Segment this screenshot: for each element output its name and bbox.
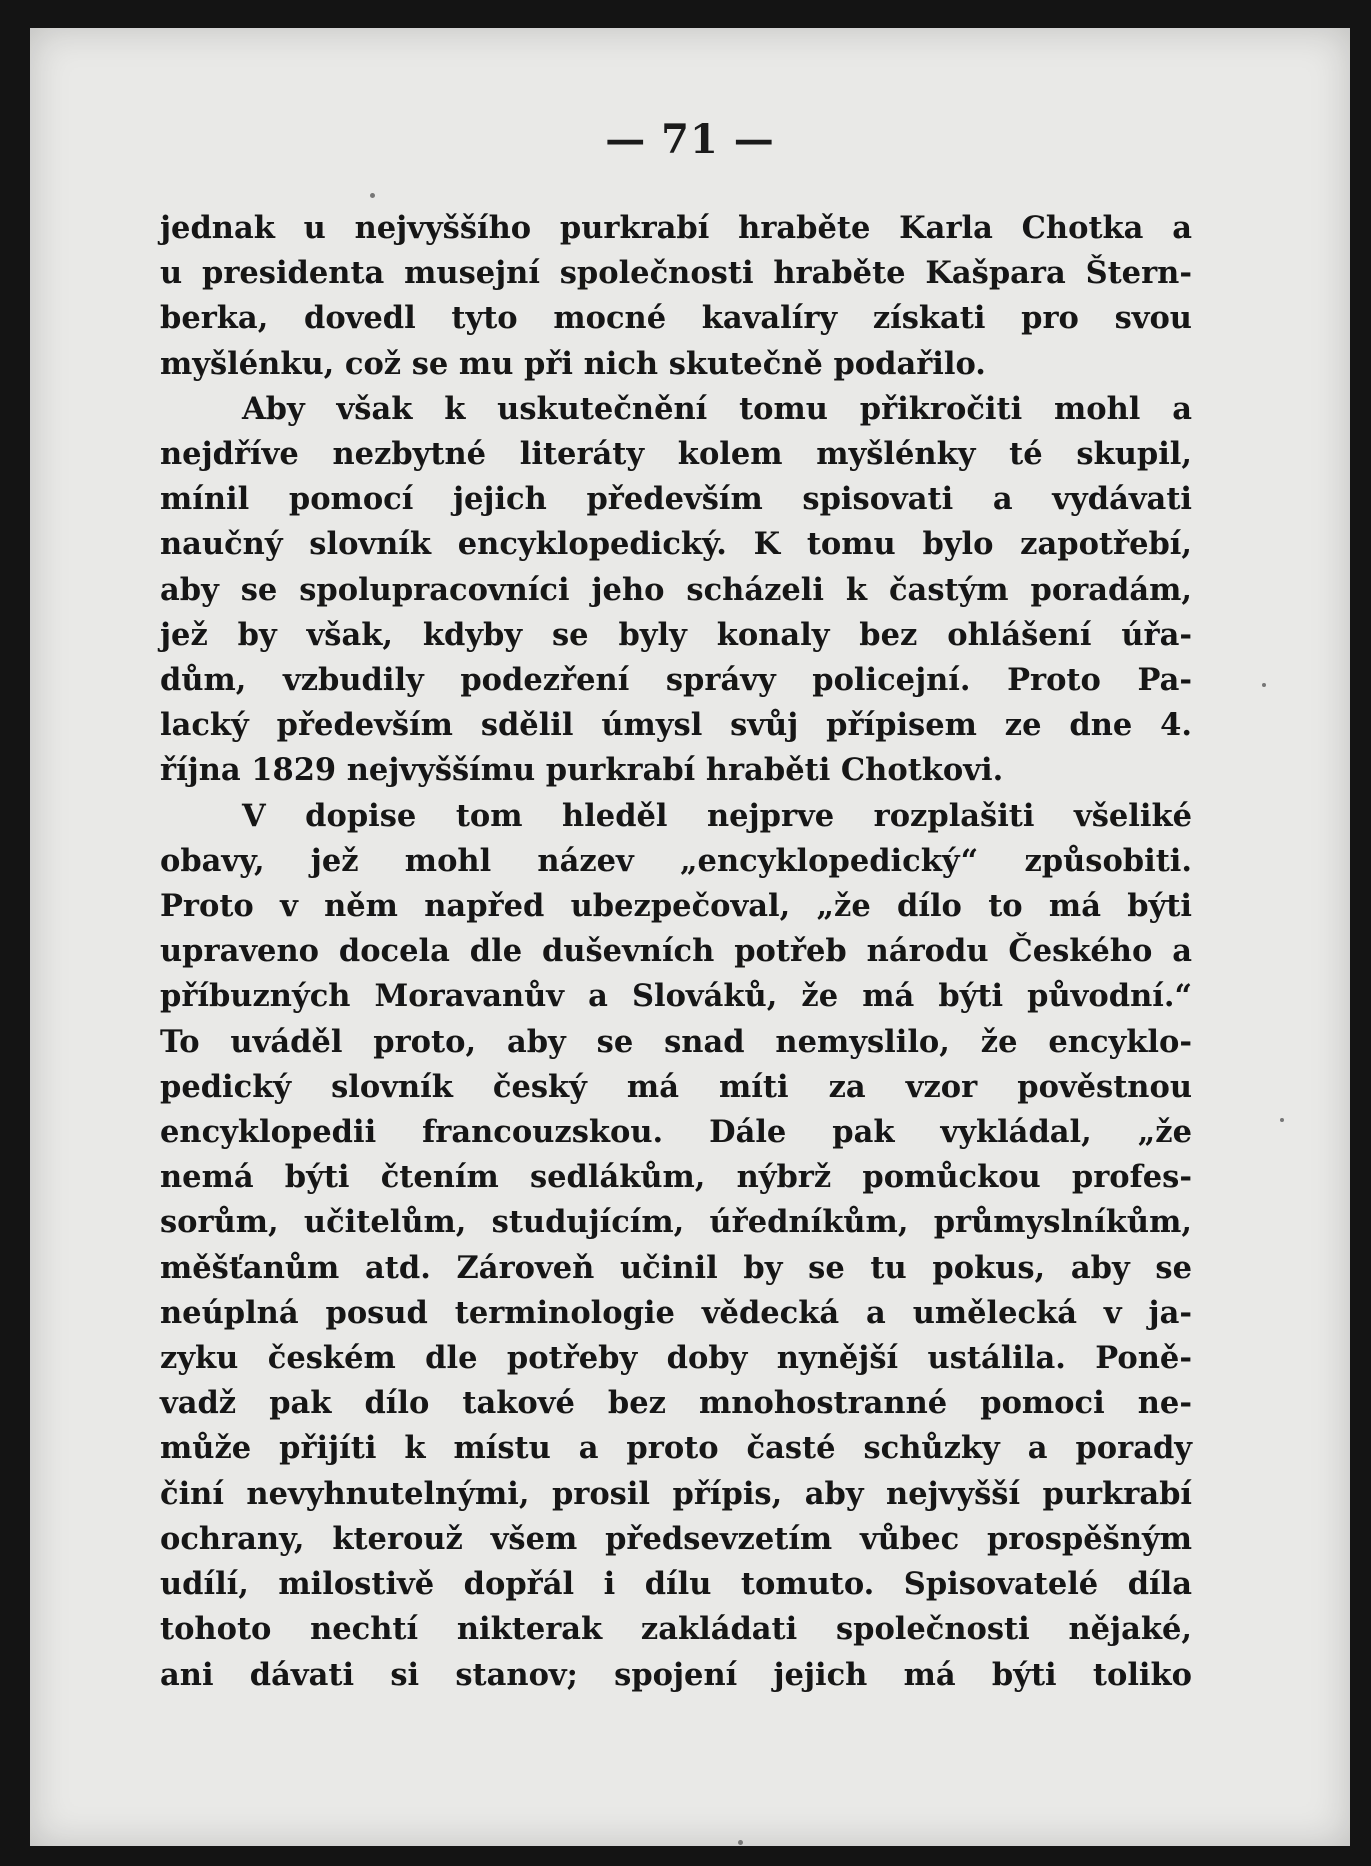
text-line: zyku českém dle potřeby doby nynější ustálila. Poně- (160, 1340, 1192, 1377)
text-line: může přijíti k místu a proto časté schůzky a porady (160, 1430, 1192, 1467)
text-line: nejdříve nezbytné literáty kolem myšlénky té skupil, (160, 436, 1192, 473)
text-line: nemá býti čtením sedlákům, nýbrž pomůckou profes- (160, 1159, 1192, 1196)
text-line: tohoto nechtí nikterak zakládati společnosti nějaké, (160, 1611, 1192, 1648)
text-line: u presidenta musejní společnosti hraběte Kašpara Štern- (160, 255, 1192, 292)
text-line: lacký především sdělil úmysl svůj přípisem ze dne 4. (160, 707, 1192, 744)
text-line: V dopise tom hleděl nejprve rozplašiti všeliké (242, 797, 1192, 834)
text-line: jednak u nejvyššího purkrabí hraběte Karla Chotka a (160, 210, 1192, 246)
text-line: činí nevyhnutelnými, prosil přípis, aby nejvyšší purkrabí (160, 1475, 1192, 1512)
text-line: Proto v něm napřed ubezpečoval, „že dílo to má býti (160, 888, 1192, 925)
text-line: myšlénku, což se mu při nich skutečně podařilo. (160, 345, 986, 382)
text-line: obavy, jež mohl název „encyklopedický“ způsobiti. (160, 842, 1192, 879)
page-speck (1280, 1118, 1284, 1122)
text-line: ani dávati si stanov; spojení jejich má býti toliko (160, 1656, 1192, 1693)
book-page (30, 28, 1350, 1846)
text-line: neúplná posud terminologie vědecká a umělecká v ja- (160, 1294, 1192, 1331)
text-line: měšťanům atd. Zároveň učinil by se tu pokus, aby se (160, 1249, 1192, 1286)
text-line: berka, dovedl tyto mocné kavalíry získati pro svou (160, 300, 1192, 337)
text-line: encyklopedii francouzskou. Dále pak vykládal, „že (160, 1114, 1192, 1151)
text-line: příbuzných Moravanův a Slováků, že má býti původní.“ (160, 978, 1192, 1015)
page-speck (1262, 683, 1266, 687)
page-number: — 71 — (605, 116, 775, 163)
text-line: dům, vzbudily podezření správy policejní. Proto Pa- (160, 662, 1192, 699)
text-line: vadž pak dílo takové bez mnohostranné pomoci ne- (160, 1385, 1192, 1422)
body-text (160, 206, 1192, 1698)
text-line: upraveno docela dle duševních potřeb národu Českého a (160, 933, 1192, 970)
text-line: naučný slovník encyklopedický. K tomu bylo zapotřebí, (160, 526, 1192, 563)
text-line: udílí, milostivě dopřál i dílu tomuto. Spisovatelé díla (160, 1566, 1192, 1603)
text-line: ochrany, kterouž všem předsevzetím vůbec prospěšným (160, 1520, 1192, 1557)
text-line: mínil pomocí jejich především spisovati a vydávati (160, 481, 1192, 518)
page-speck (738, 1840, 743, 1845)
text-line: To uváděl proto, aby se snad nemyslilo, že encyklo- (160, 1023, 1192, 1060)
text-line: jež by však, kdyby se byly konaly bez ohlášení úřa- (160, 616, 1192, 653)
text-line: sorům, učitelům, studujícím, úředníkům, průmyslníkům, (160, 1204, 1192, 1241)
text-line: pedický slovník český má míti za vzor pověstnou (160, 1068, 1192, 1105)
text-line: aby se spolupracovníci jeho scházeli k častým poradám, (160, 571, 1192, 608)
text-line: Aby však k uskutečnění tomu přikročiti mohl a (242, 390, 1192, 427)
page-speck (370, 193, 375, 198)
text-line: října 1829 nejvyššímu purkrabí hraběti Chotkovi. (160, 752, 1004, 789)
